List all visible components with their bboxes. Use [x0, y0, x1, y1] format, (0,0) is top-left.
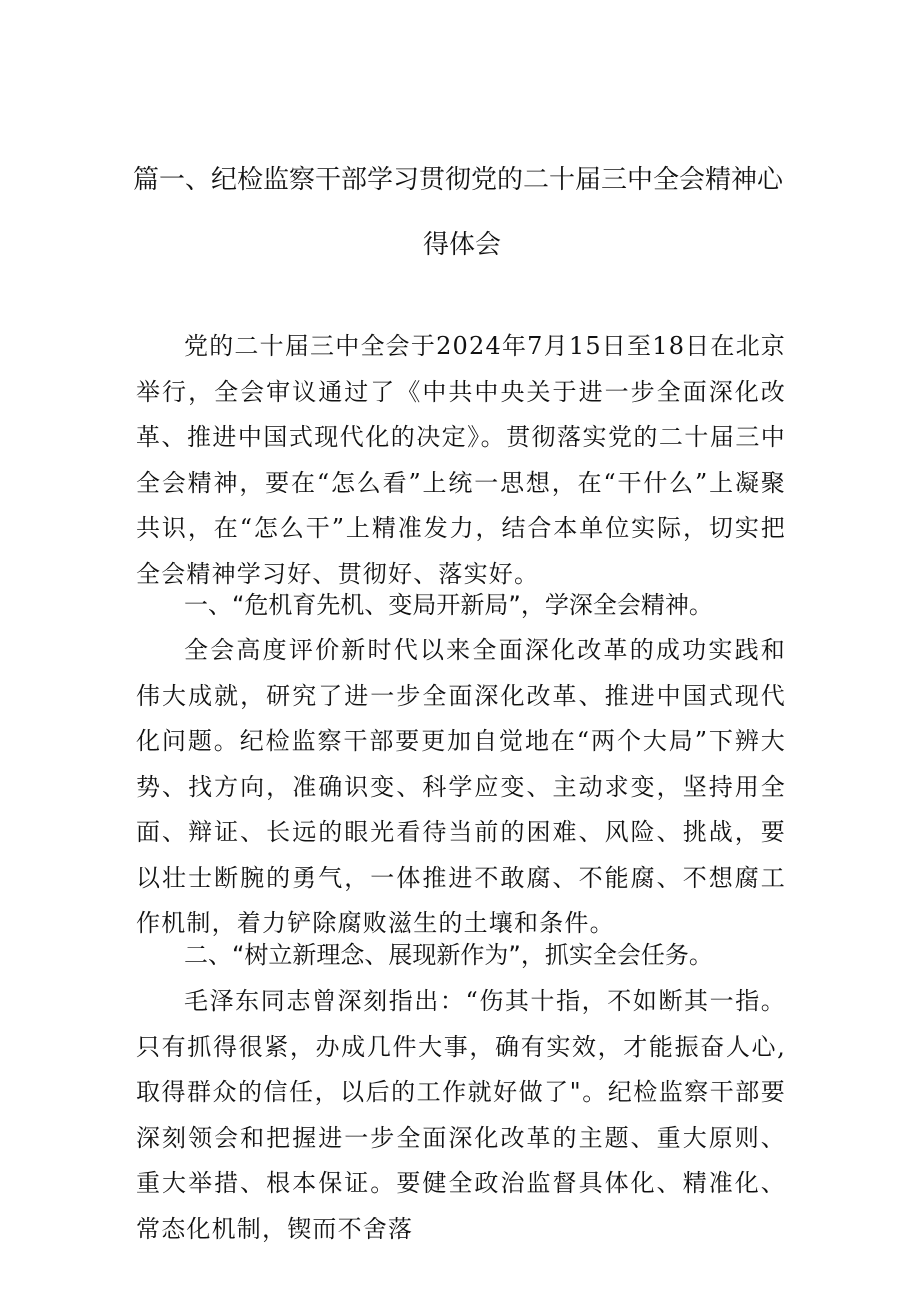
paragraph-section-1: 全会高度评价新时代以来全面深化改革的成功实践和伟大成就，研究了进一步全面深化改革、推进中国式现代化问题。纪检监察干部要更加自觉地在“两个大局”下辨大势、找方向，准确识变、科学应变、主动求变，坚持用全面、辩证、长远的眼光看待当前的困难、风险、挑战，要以壮士断腕的勇气，一体推进不敢腐、不能腐、不想腐工作机制，着力铲除腐败滋生的土壤和条件。	[136, 636, 786, 937]
section-heading-1: 一、“危机育先机、变局开新局”，学深全会精神。	[184, 591, 713, 619]
document-title-line2: 得体会	[423, 230, 502, 260]
section-heading-2: 二、“树立新理念、展现新作为”，抓实全会任务。	[184, 941, 713, 969]
document-title-line1: 篇一、纪检监察干部学习贯彻党的二十届三中全会精神心	[133, 165, 784, 195]
paragraph-section-2: 毛泽东同志曾深刻指出：“伤其十指，不如断其一指。只有抓得很紧，办成几件大事，确有实效，才能振奋人心,取得群众的信任，以后的工作就好做了"。纪检监察干部要深刻领会和把握进一步全面深化改革的主题、重大原则、重大举措、根本保证。要健全政治监督具体化、精准化、常态化机制，锲而不舍落	[136, 987, 786, 1243]
paragraph-intro: 党的二十届三中全会于2024年7月15日至18日在北京举行，全会审议通过了《中共中央关于进一步全面深化改革、推进中国式现代化的决定》。贯彻落实党的二十届三中全会精神，要在“怎么看”上统一思想，在“干什么”上凝聚共识，在“怎么干”上精准发力，结合本单位实际，切实把全会精神学习好、贯彻好、落实好。	[136, 332, 786, 588]
